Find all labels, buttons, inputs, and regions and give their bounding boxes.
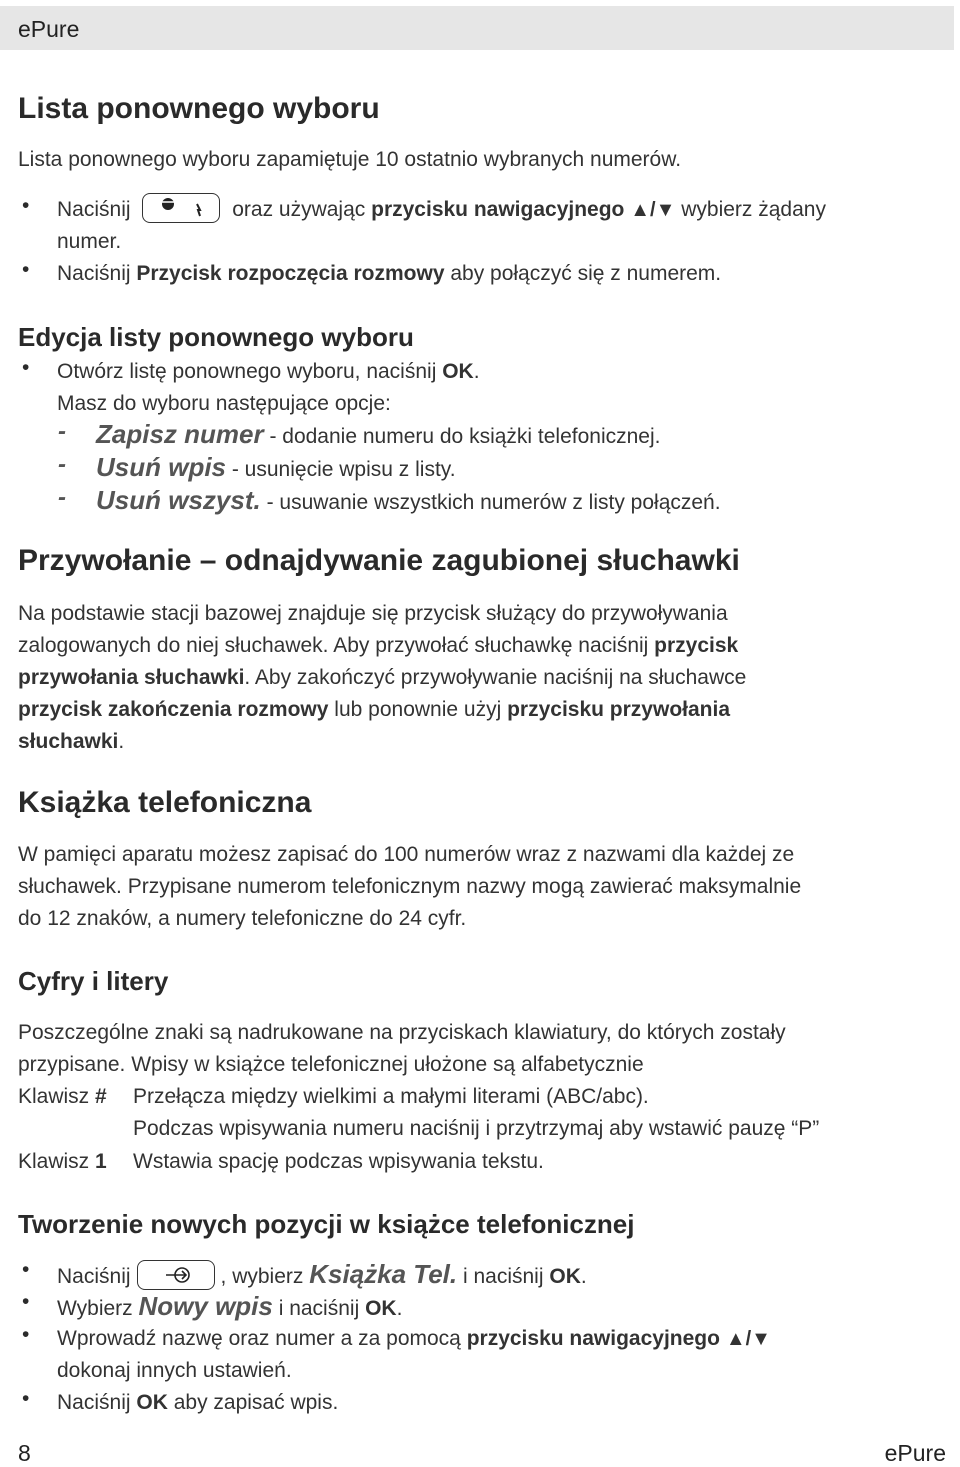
section-title-edit-redial: Edycja listy ponownego wyboru [18,322,414,352]
new-entry-step-4: Naciśnij OK aby zapisać wpis. [57,1391,339,1414]
new-entry-step-2: Wybierz Nowy wpis i naciśnij OK. [57,1291,403,1321]
key-one-label: Klawisz 1 [18,1150,107,1173]
redial-intro: Lista ponownego wyboru zapamiętuje 10 ostatnio wybranych numerów. [18,148,682,171]
paging-line-3: przywołania słuchawki. Aby zakończyć przywoływanie naciśnij na słuchawce [18,666,747,689]
header-title: ePure [18,16,80,42]
section-title-redial: Lista ponownego wyboru [18,92,380,125]
edit-options-intro: Masz do wyboru następujące opcje: [57,392,391,415]
phonebook-line-2: słuchawek. Przypisane numerom telefonicznym nazwy mogą zawierać maksymalnie [18,875,802,898]
redial-step-1: Naciśnij oraz używając przycisku nawigacyjnego ▲/▼ wybierz żądany [57,194,826,226]
option-dash: - [58,484,66,511]
key-one-desc: Wstawia spację podczas wpisywania tekstu. [133,1150,544,1173]
key-hash-label: Klawisz # [18,1085,107,1108]
option-save-number: Zapisz numer - dodanie numeru do książki telefonicznej. [96,419,661,449]
phonebook-line-1: W pamięci aparatu możesz zapisać do 100 numerów wraz z nazwami dla każdej ze [18,843,795,866]
paging-line-4: przycisk zakończenia rozmowy lub ponownie użyj przycisku przywołania [18,698,731,721]
bullet-dot: • [22,356,30,379]
digits-line-1: Poszczególne znaki są nadrukowane na przyciskach klawiatury, do których zostały [18,1021,786,1044]
new-entry-step-3-cont: dokonaj innych ustawień. [57,1359,292,1382]
option-dash: - [58,451,66,478]
phonebook-line-3: do 12 znaków, a numery telefoniczne do 24 cyfr. [18,907,467,930]
section-title-phonebook: Książka telefoniczna [18,786,312,819]
redial-key-icon [142,193,220,223]
new-entry-step-3: Wprowadź nazwę oraz numer a za pomocą przycisku nawigacyjnego ▲/▼ [57,1327,771,1350]
section-title-new-entry: Tworzenie nowych pozycji w książce telefonicznej [18,1209,635,1239]
bullet-dot: • [22,194,30,217]
redial-step-2: Naciśnij Przycisk rozpoczęcia rozmowy aby połączyć się z numerem. [57,262,722,285]
option-delete-entry: Usuń wpis - usunięcie wpisu z listy. [96,452,456,482]
paging-line-2: zalogowanych do niej słuchawek. Aby przywołać słuchawkę naciśnij przycisk [18,634,739,657]
bullet-dot: • [22,1290,30,1313]
paging-line-1: Na podstawie stacji bazowej znajduje się przycisk służący do przywoływania [18,602,728,625]
page-header [0,6,954,50]
redial-step-1-cont: numer. [57,230,122,253]
bullet-dot: • [22,1323,30,1346]
digits-line-2: przypisane. Wpisy w książce telefonicznej ułożone są alfabetycznie [18,1053,644,1076]
bullet-dot: • [22,1387,30,1410]
paging-line-5: słuchawki. [18,730,125,753]
option-dash: - [58,418,66,445]
key-hash-desc-2: Podczas wpisywania numeru naciśnij i przytrzymaj aby wstawić pauzę “P” [133,1117,820,1140]
footer-brand: ePure [884,1440,946,1466]
bullet-dot: • [22,1258,30,1281]
edit-step-1: Otwórz listę ponownego wyboru, naciśnij OK. [57,360,480,383]
section-title-paging: Przywołanie – odnajdywanie zagubionej słuchawki [18,544,740,577]
option-delete-all: Usuń wszyst. - usuwanie wszystkich numerów z listy połączeń. [96,485,721,515]
nav-arrows: ▲/▼ [630,199,676,221]
new-entry-step-1: Naciśnij , wybierz Książka Tel. i naciśnij OK. [57,1259,587,1289]
nav-arrows: ▲/▼ [725,1328,771,1350]
bullet-dot: • [22,258,30,281]
menu-key-icon [137,1260,215,1290]
section-title-digits-letters: Cyfry i litery [18,966,169,996]
page-number: 8 [18,1440,31,1466]
key-hash-desc: Przełącza między wielkimi a małymi literami (ABC/abc). [133,1085,649,1108]
